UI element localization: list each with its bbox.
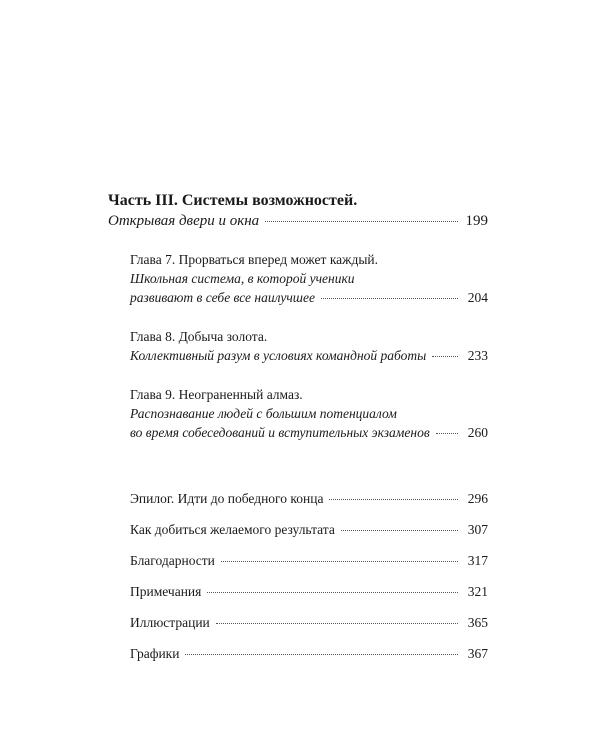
chapter-subtitle-line: Распознавание людей с большим потенциалом bbox=[130, 406, 397, 421]
toc-entry-chapter-8[interactable] bbox=[130, 327, 488, 365]
entry-label: Эпилог. Идти до победного конца bbox=[130, 491, 324, 506]
chapter-subtitle-line: во время собеседований и вступительных экзаменов bbox=[130, 425, 430, 440]
toc-entry-part-intro[interactable] bbox=[108, 211, 488, 231]
page-number: 260 bbox=[467, 425, 488, 440]
toc-entry-charts[interactable] bbox=[130, 644, 488, 663]
part-subtitle: Открывая двери и окна bbox=[108, 213, 260, 229]
dot-leader bbox=[185, 654, 458, 655]
dot-leader bbox=[432, 356, 458, 357]
chapter-subtitle-line: Коллективный разум в условиях командной работы bbox=[130, 348, 427, 363]
page-number: 307 bbox=[467, 522, 488, 537]
page-number: 367 bbox=[467, 646, 488, 661]
toc-entry-illustrations[interactable] bbox=[130, 613, 488, 632]
toc-entry-chapter-9[interactable] bbox=[130, 385, 488, 442]
chapter-subtitle-last-line bbox=[130, 346, 488, 365]
dot-leader bbox=[265, 221, 458, 222]
dot-leader bbox=[216, 623, 458, 624]
chapter-subtitle-last-line bbox=[130, 423, 488, 442]
dot-leader bbox=[221, 561, 458, 562]
dot-leader bbox=[329, 499, 458, 500]
entry-label: Иллюстрации bbox=[130, 615, 210, 630]
entry-label: Примечания bbox=[130, 584, 202, 599]
dot-leader bbox=[321, 298, 458, 299]
toc-entry-notes[interactable] bbox=[130, 582, 488, 601]
entry-label: Как добиться желаемого результата bbox=[130, 522, 335, 537]
page-number: 233 bbox=[467, 348, 488, 363]
page-number: 365 bbox=[467, 615, 488, 630]
dot-leader bbox=[207, 592, 458, 593]
toc-entry-how-to[interactable] bbox=[130, 520, 488, 539]
dot-leader bbox=[436, 433, 458, 434]
page-number: 321 bbox=[467, 584, 488, 599]
page-number: 199 bbox=[465, 213, 488, 229]
chapter-heading: Глава 9. Неограненный алмаз. bbox=[130, 387, 303, 402]
chapter-heading: Глава 7. Прорваться вперед может каждый. bbox=[130, 252, 379, 267]
page-number: 296 bbox=[467, 491, 488, 506]
table-of-contents bbox=[108, 192, 488, 663]
page-number: 317 bbox=[467, 553, 488, 568]
part-title: Часть III. Системы возможностей. bbox=[108, 192, 358, 209]
toc-entry-chapter-7[interactable] bbox=[130, 250, 488, 307]
dot-leader bbox=[341, 530, 458, 531]
toc-entry-acknowledgments[interactable] bbox=[130, 551, 488, 570]
chapter-subtitle-line: развивают в себе все наилучшее bbox=[130, 290, 315, 305]
chapter-heading: Глава 8. Добыча золота. bbox=[130, 329, 268, 344]
chapter-subtitle-last-line bbox=[130, 288, 488, 307]
page-number: 204 bbox=[467, 290, 488, 305]
toc-entry-epilogue[interactable] bbox=[130, 489, 488, 508]
entry-label: Графики bbox=[130, 646, 180, 661]
chapter-subtitle-line: Школьная система, в которой ученики bbox=[130, 271, 355, 286]
entry-label: Благодарности bbox=[130, 553, 215, 568]
